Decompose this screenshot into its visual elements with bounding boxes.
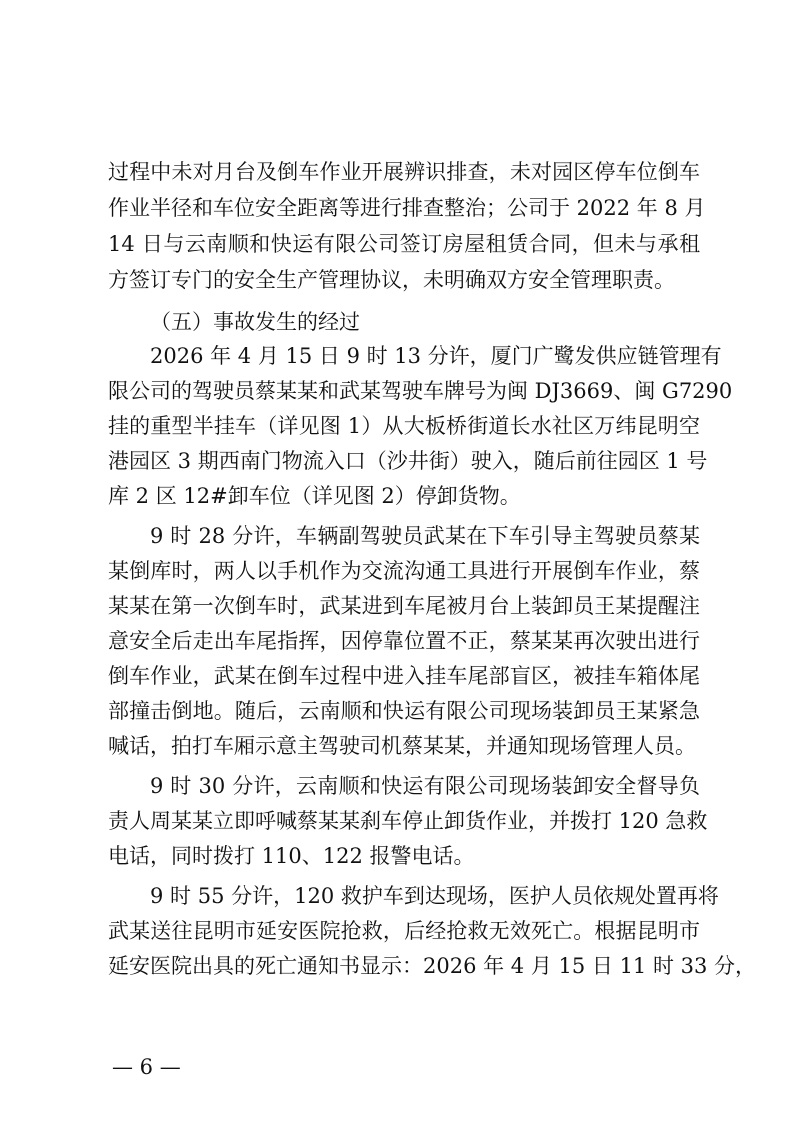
- text-line: 意安全后走出车尾指挥，因停靠位置不正，蔡某某再次驶出进行: [108, 629, 700, 653]
- text-line: 14 日与云南顺和快运有限公司签订房屋租赁合同，但未与承租: [108, 232, 700, 256]
- section-heading: （五）事故发生的经过: [150, 310, 360, 334]
- text-line: 方签订专门的安全生产管理协议，未明确双方安全管理职责。: [108, 268, 675, 292]
- text-line: 喊话，拍打车厢示意主驾驶司机蔡某某，并通知现场管理人员。: [108, 734, 696, 758]
- text-line: 9 时 55 分许，120 救护车到达现场，医护人员依规处置再将: [150, 884, 719, 908]
- text-line: 港园区 3 期西南门物流入口（沙井街）驶入，随后前往园区 1 号: [108, 449, 708, 473]
- text-line: 武某送往昆明市延安医院抢救，后经抢救无效死亡。根据昆明市: [108, 919, 700, 943]
- page-number: — 6 —: [112, 1055, 181, 1079]
- text-line: 某倒库时，两人以手机作为交流沟通工具进行开展倒车作业，蔡: [108, 559, 700, 583]
- text-line: 2026 年 4 月 15 日 9 时 13 分许，厦门广鹭发供应链管理有: [150, 344, 722, 368]
- text-line: 库 2 区 12#卸车位（详见图 2）停卸货物。: [108, 484, 521, 508]
- text-line: 过程中未对月台及倒车作业开展辨识排查，未对园区停车位倒车: [108, 160, 700, 184]
- text-line: 作业半径和车位安全距离等进行排查整治；公司于 2022 年 8 月: [108, 196, 706, 220]
- text-line: 9 时 28 分许，车辆副驾驶员武某在下车引导主驾驶员蔡某: [150, 524, 700, 548]
- text-line: 挂的重型半挂车（详见图 1）从大板桥街道长水社区万纬昆明空: [108, 414, 700, 438]
- text-line: 9 时 30 分许，云南顺和快运有限公司现场装卸安全督导负: [150, 774, 700, 798]
- text-line: 电话，同时拨打 110、122 报警电话。: [108, 844, 475, 868]
- text-line: 倒车作业，武某在倒车过程中进入挂车尾部盲区，被挂车箱体尾: [108, 664, 700, 688]
- text-line: 责人周某某立即呼喊蔡某某刹车停止卸货作业，并拨打 120 急救: [108, 809, 708, 833]
- text-line: 限公司的驾驶员蔡某某和武某驾驶车牌号为闽 DJ3669、闽 G7290: [108, 379, 733, 403]
- text-line: 延安医院出具的死亡通知书显示：2026 年 4 月 15 日 11 时 33 分，: [108, 954, 757, 978]
- text-line: 部撞击倒地。随后，云南顺和快运有限公司现场装卸员王某紧急: [108, 699, 700, 723]
- text-line: 某某在第一次倒车时，武某进到车尾被月台上装卸员王某提醒注: [108, 594, 700, 618]
